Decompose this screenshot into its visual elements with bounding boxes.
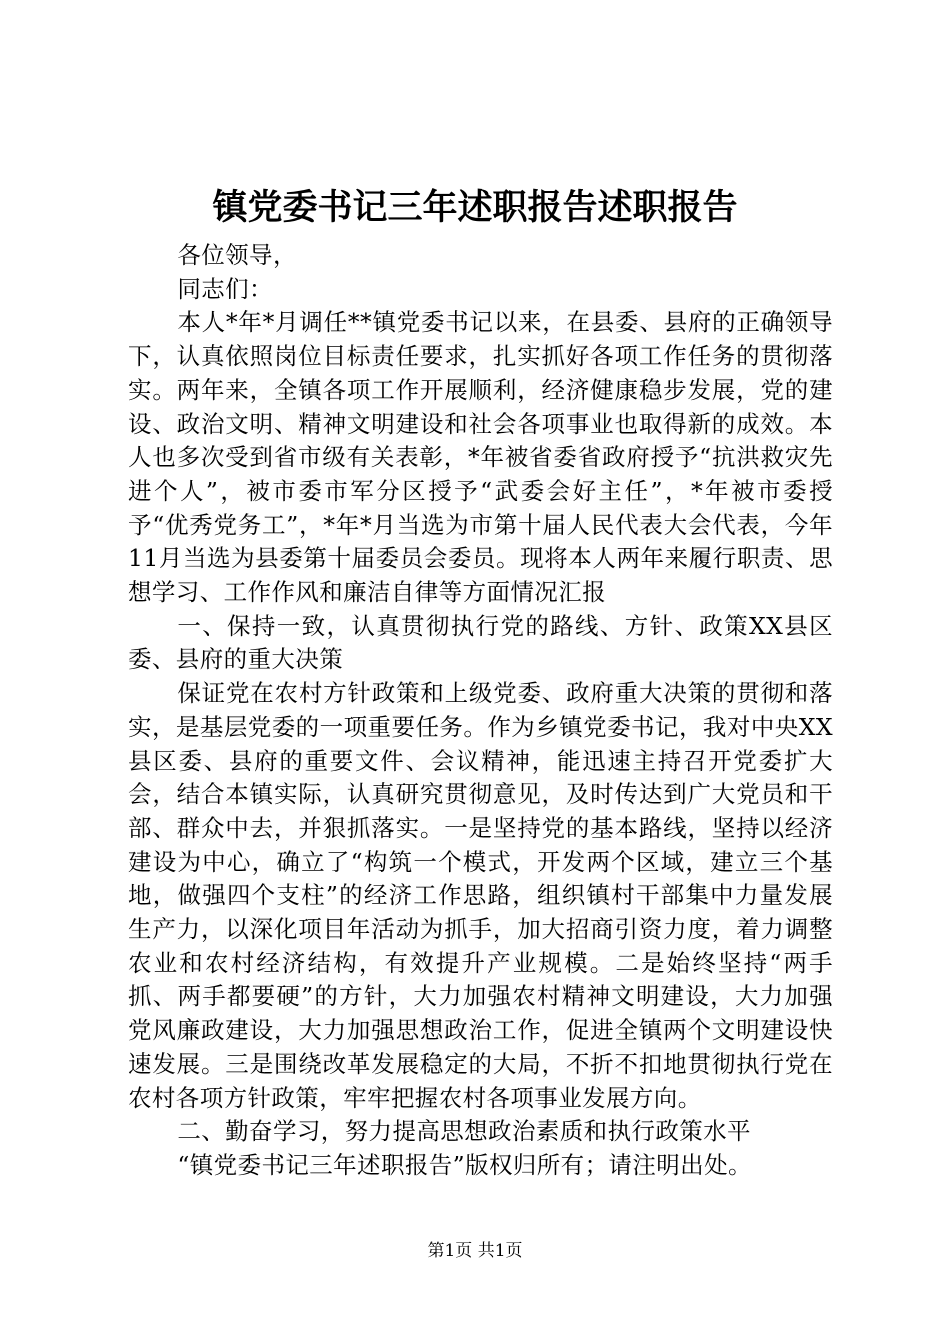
salutation-comrades: 同志们： <box>177 274 273 303</box>
section-1-paragraph: 保证党在农村方针政策和上级党委、政府重大决策的贯彻和落实，是基层党委的一项重要任务。作为乡镇党委书记，我对中央XX县区委、县府的重要文件、会议精神，能迅速主持召开党委扩大会，结合本镇实际，认真研究贯彻意见，及时传达到广大党员和干部、群众中去，并狠抓落实。一是坚持党的基本路线，坚持以经济建设为中心，确立了“构筑一个模式，开发两个区域，建立三个基地，做强四个支柱”的经济工作思路，组织镇村干部集中力量发展生产力，以深化项目年活动为抓手，加大招商引资力度，着力调整农业和农村经济结构，有效提升产业规模。二是始终坚持“两手抓、两手都要硬”的方针，大力加强农村精神文明建设，大力加强党风廉政建设，大力加强思想政治工作，促进全镇两个文明建设快速发展。三是围绕改革发展稳定的大局，不折不扣地贯彻执行党在农村各项方针政策，牢牢把握农村各项事业发展方向。 <box>128 679 833 1112</box>
intro-paragraph: 本人*年*月调任**镇党委书记以来，在县委、县府的正确领导下，认真依照岗位目标责任要求，扎实抓好各项工作任务的贯彻落实。两年来，全镇各项工作开展顺利，经济健康稳步发展，党的建设、政治文明、精神文明建设和社会各项事业也取得新的成效。本人也多次受到省市级有关表彰，*年被省委省政府授予“抗洪救灾先进个人”，被市委市军分区授予“武委会好主任”，*年被市委授予“优秀党务工”，*年*月当选为市第十届人民代表大会代表，今年11月当选为县委第十届委员会委员。现将本人两年来履行职责、思想学习、工作作风和廉洁自律等方面情况汇报 <box>128 308 833 607</box>
document-body <box>128 239 833 1183</box>
section-heading-1: 一、保持一致，认真贯彻执行党的路线、方针、政策XX县区委、县府的重大决策 <box>128 611 833 674</box>
page-footer: 第1页 共1页 <box>427 1241 523 1261</box>
section-heading-2: 二、勤奋学习，努力提高思想政治素质和执行政策水平 <box>177 1117 751 1146</box>
document-title: 镇党委书记三年述职报告述职报告 <box>212 187 738 228</box>
copyright-notice: “镇党委书记三年述职报告”版权归所有；请注明出处。 <box>177 1150 752 1179</box>
salutation-leaders: 各位领导， <box>177 241 297 269</box>
